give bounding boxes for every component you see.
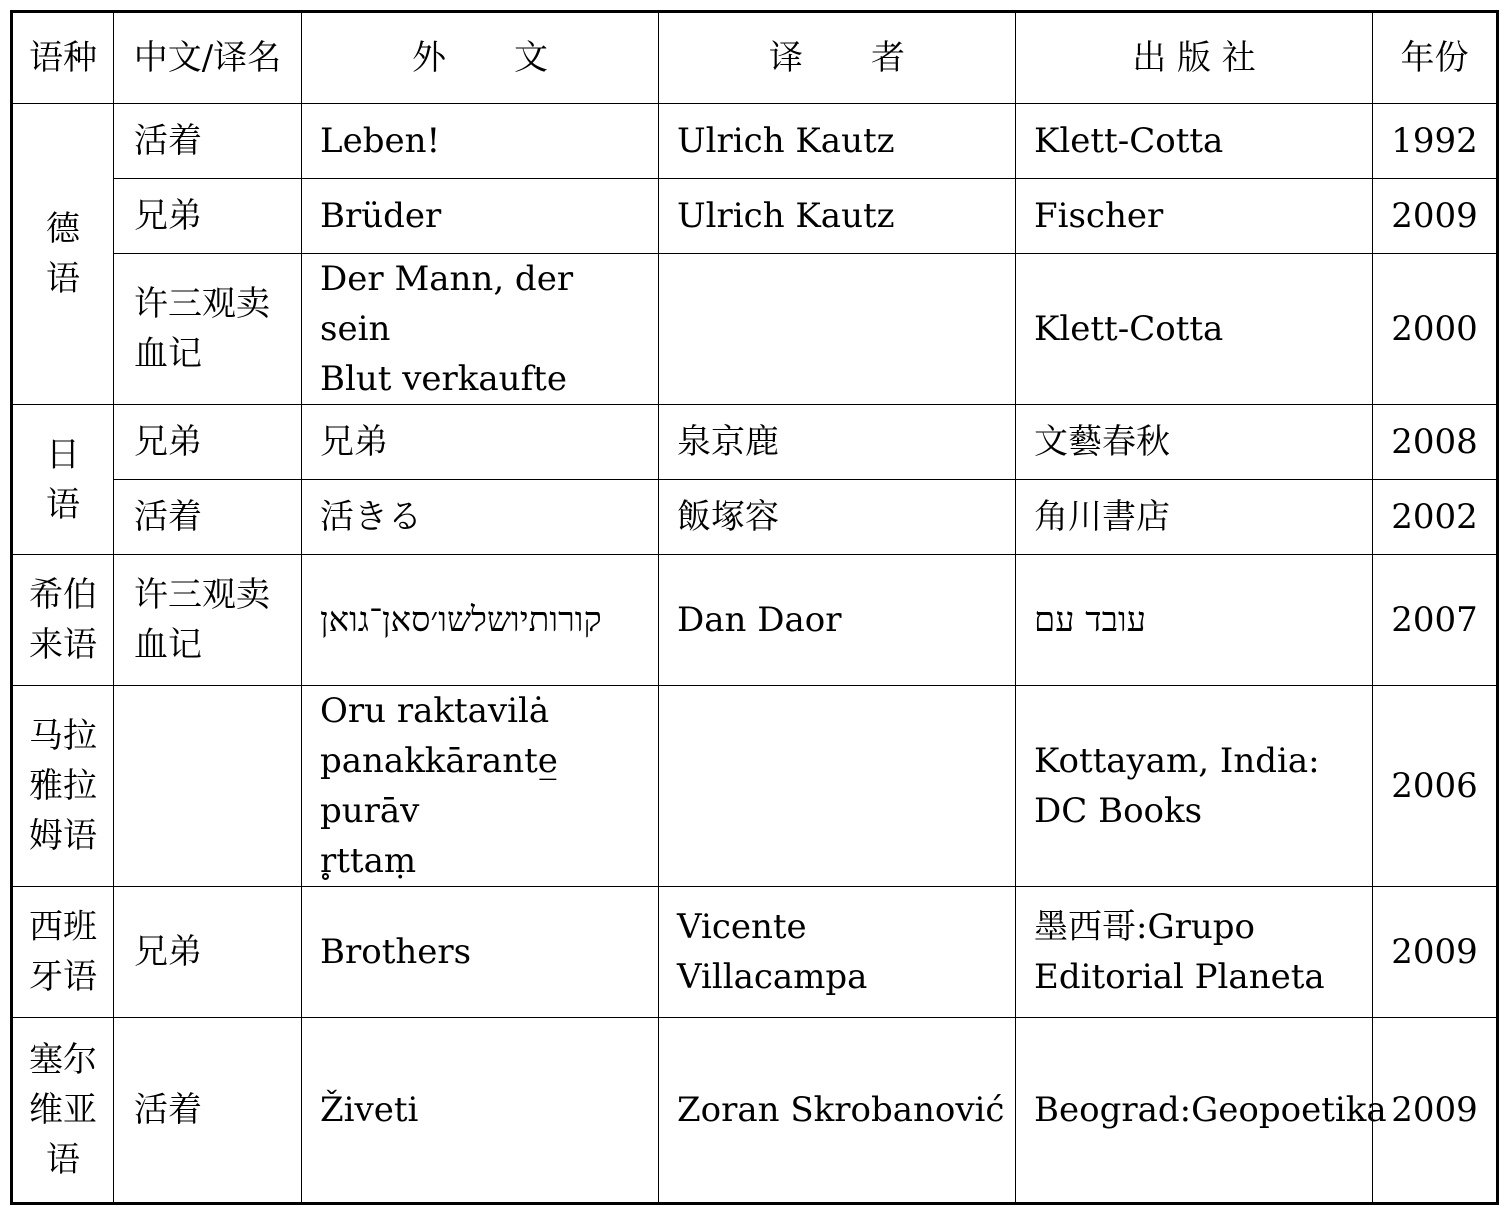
language-cell-german: 德 语 [12,104,114,405]
foreign-title-cell: Leben! [302,104,659,179]
table-row [12,887,1498,1018]
publisher-cell: עובד עם [1016,555,1373,686]
language-cell-hebrew: 希伯 来语 [12,555,114,686]
publisher-cell: Klett-Cotta [1016,254,1373,405]
foreign-title-cell: Der Mann, der sein Blut verkaufte [302,254,659,405]
foreign-title-cell: 活きる [302,480,659,555]
header-year: 年份 [1373,12,1498,104]
foreign-title-cell: Oru raktavilȧ panakkārante̲ purāv r̥ttaṃ [302,686,659,887]
translator-cell: Vicente Villacampa [659,887,1016,1018]
publisher-cell: Kottayam, India: DC Books [1016,686,1373,887]
year-cell: 2002 [1373,480,1498,555]
chinese-title-cell: 活着 [114,1018,302,1204]
header-language: 语种 [12,12,114,104]
translator-cell [659,686,1016,887]
year-cell: 2009 [1373,887,1498,1018]
translator-cell: 泉京鹿 [659,405,1016,480]
table-row [12,405,1498,480]
translator-cell: Dan Daor [659,555,1016,686]
chinese-title-cell: 兄弟 [114,405,302,480]
table-row [12,254,1498,405]
foreign-title-cell: קורותיושלשו׳סאן־גואן [302,555,659,686]
year-cell: 2009 [1373,1018,1498,1204]
foreign-title-cell: Brüder [302,179,659,254]
header-row [12,12,1498,104]
language-cell-serbian: 塞尔 维亚 语 [12,1018,114,1204]
publisher-cell: 角川書店 [1016,480,1373,555]
header-publisher: 出 版 社 [1016,12,1373,104]
chinese-title-cell: 许三观卖 血记 [114,254,302,405]
table-row [12,686,1498,887]
chinese-title-cell: 活着 [114,104,302,179]
publisher-cell: Beograd:Geopoetika [1016,1018,1373,1204]
table-row [12,104,1498,179]
table-row [12,555,1498,686]
year-cell: 2009 [1373,179,1498,254]
publisher-cell: Klett-Cotta [1016,104,1373,179]
header-chinese-title: 中文/译名 [114,12,302,104]
chinese-title-cell: 兄弟 [114,887,302,1018]
publisher-cell: Fischer [1016,179,1373,254]
translator-cell: Ulrich Kautz [659,179,1016,254]
chinese-title-cell: 活着 [114,480,302,555]
language-cell-japanese: 日 语 [12,405,114,555]
translator-cell [659,254,1016,405]
chinese-title-cell: 许三观卖 血记 [114,555,302,686]
year-cell: 2007 [1373,555,1498,686]
foreign-title-cell: 兄弟 [302,405,659,480]
publisher-cell: 文藝春秋 [1016,405,1373,480]
year-cell: 1992 [1373,104,1498,179]
year-cell: 2000 [1373,254,1498,405]
publisher-cell: 墨西哥:Grupo Editorial Planeta [1016,887,1373,1018]
language-cell-malayalam: 马拉 雅拉 姆语 [12,686,114,887]
chinese-title-cell: 兄弟 [114,179,302,254]
table-row [12,179,1498,254]
chinese-title-cell [114,686,302,887]
foreign-title-cell: Brothers [302,887,659,1018]
table-row [12,480,1498,555]
header-translator: 译 者 [659,12,1016,104]
table-row [12,1018,1498,1204]
year-cell: 2008 [1373,405,1498,480]
translator-cell: 飯塚容 [659,480,1016,555]
header-foreign-title: 外 文 [302,12,659,104]
translator-cell: Ulrich Kautz [659,104,1016,179]
language-cell-spanish: 西班 牙语 [12,887,114,1018]
year-cell: 2006 [1373,686,1498,887]
translations-table [10,10,1499,1205]
translator-cell: Zoran Skrobanović [659,1018,1016,1204]
foreign-title-cell: Živeti [302,1018,659,1204]
